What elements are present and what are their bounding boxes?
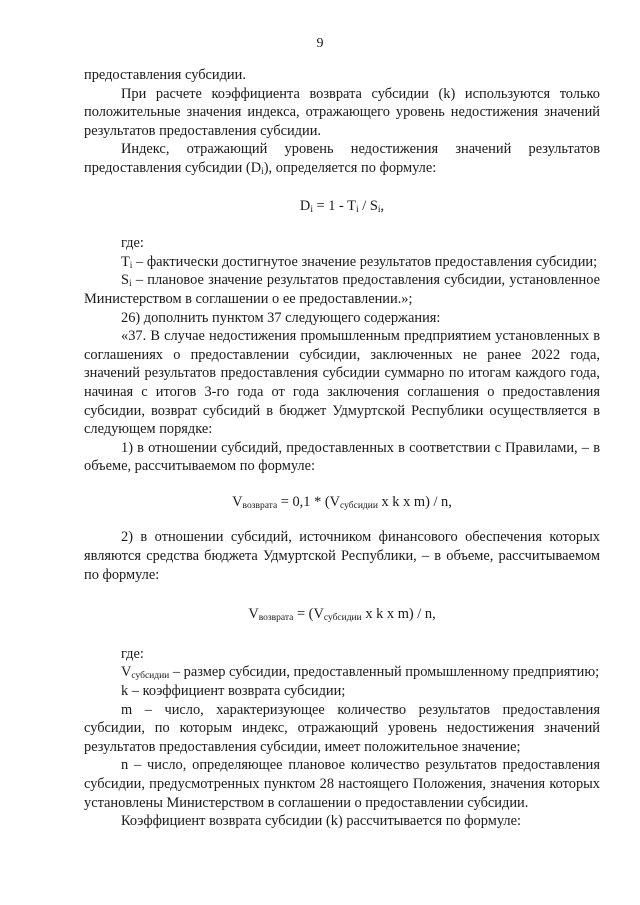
formula-index: $D_i = 1 - T_i / S_i$, [299, 197, 385, 215]
where-label: где: [121, 645, 144, 662]
definition-n: n – число, определяющее плановое количество результатов предоставления субсидии, предусмотренных пунктом 28 настоящего Положения, значения которых установлены Министерством в соглашении о предоставлении субсидии. [84, 757, 600, 811]
paragraph-index-definition: Индекс, отражающий уровень недостижения значений результатов предоставления субсидии $(D_i)$, определяется по формуле: [84, 141, 600, 177]
document-body [84, 66, 600, 831]
paragraph-37: «37. В случае недостижения промышленным предприятием установленных в соглашениях о предоставлении субсидии, заключенных не ранее 2022 года, значений результатов предоставления субсидии суммарно по итогам каждого года, начиная с итогов 3-го года от года заключения соглашения о предоставления субсидии, возврат субсидий в бюджет Удмуртской Республики осуществляется в следующем порядке: [84, 328, 600, 438]
paragraph: Коэффициент возврата субсидии (k) рассчитывается по формуле: [121, 813, 521, 830]
formula-return-2: $V_{возврата} = (V_{субсидии}$ x k x m) / n, [248, 606, 436, 624]
where-label: где: [121, 235, 144, 252]
list-item: 2) в отношении субсидий, источником финансового обеспечения которых являются средства бюджета Удмуртской Республики, – в объеме, рассчитываемом по формуле: [84, 529, 600, 583]
definition-v: $V_{субсидии}$ – размер субсидии, предоставленный промышленному предприятию; [121, 664, 600, 682]
paragraph: предоставления субсидии. [84, 67, 246, 83]
definition-m: m – число, характеризующее количество результатов предоставления субсидии, по которым индекс, отражающий уровень недостижения значений результатов предоставления субсидии, имеет положительное значение; [84, 701, 600, 755]
formula-return-1: $V_{возврата} = 0,1 * (V_{субсидии}$ x k x m) / n, [232, 493, 452, 511]
definition-k: k – коэффициент возврата субсидии; [121, 683, 346, 700]
paragraph: При расчете коэффициента возврата субсидии (k) используются только положительные значения индекса, отражающего уровень недостижения значений результатов предоставления субсидии. [84, 85, 600, 139]
definition-s: $S_i$ – плановое значение результатов предоставления субсидии, установленное Министерством в соглашении о ее предоставлении.»; [84, 272, 600, 307]
paragraph: 26) дополнить пунктом 37 следующего содержания: [121, 309, 441, 326]
definition-t: $T_i$ – фактически достигнутое значение результатов предоставления субсидии; [121, 253, 598, 271]
list-item: 1) в отношении субсидий, предоставленных в соответствии с Правилами, – в объеме, рассчитываемом по формуле: [84, 439, 600, 475]
page-number: 9 [316, 36, 324, 51]
